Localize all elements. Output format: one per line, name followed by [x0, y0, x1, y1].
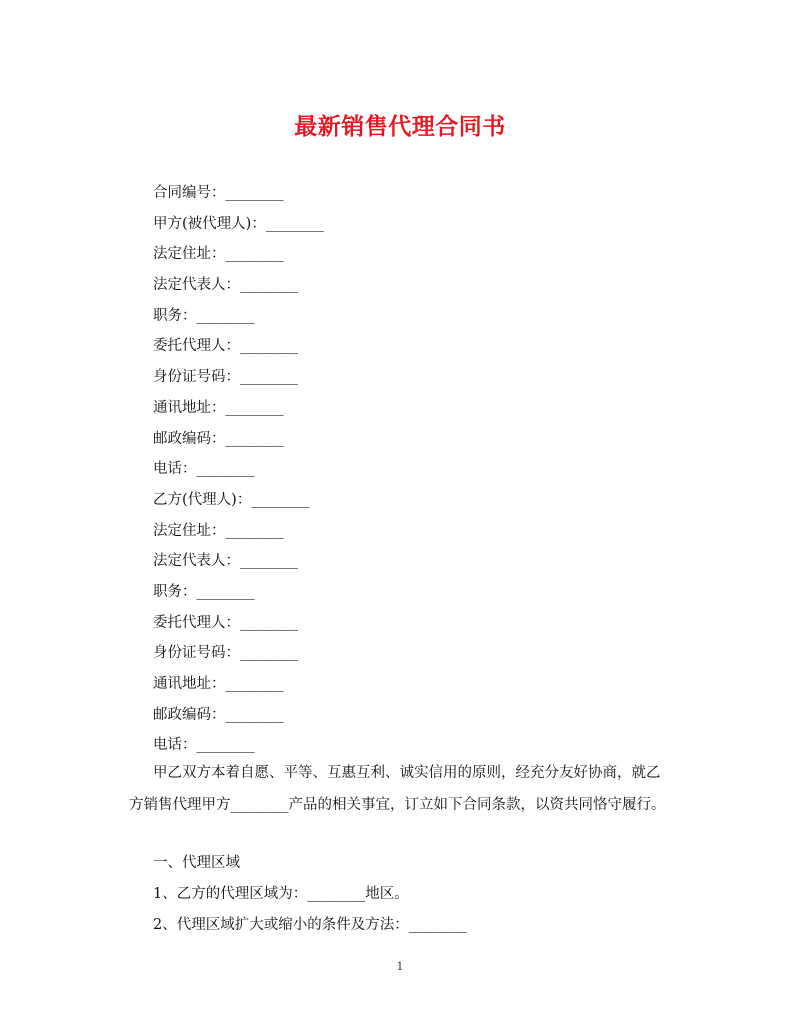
field-party-b-phone: 电话：________: [153, 737, 255, 754]
field-party-a-phone: 电话：________: [153, 461, 255, 478]
field-party-a-position: 职务：________: [153, 307, 255, 324]
field-party-a-postal-code: 邮政编码：________: [153, 430, 284, 447]
field-contract-number: 合同编号：________: [153, 185, 284, 201]
field-party-a-legal-rep: 法定代表人：________: [153, 277, 298, 294]
field-party-b: 乙方(代理人)：________: [153, 491, 310, 508]
field-party-b-mailing-address: 通讯地址：________: [153, 676, 284, 692]
field-party-b-legal-rep: 法定代表人：________: [153, 553, 298, 570]
field-party-a-agent: 委托代理人：________: [153, 338, 298, 355]
section-heading-agency-area: 一、代理区域: [153, 855, 240, 871]
clause-1-1: 1、乙方的代理区域为：________地区。: [153, 886, 409, 902]
field-party-a-id-number: 身份证号码：________: [153, 369, 298, 386]
document-title: 最新销售代理合同书: [294, 113, 506, 140]
intro-paragraph: 甲乙双方本着自愿、平等、互惠互利、诚实信用的原则，经充分友好协商，就乙方销售代理甲方________产品的相关事宜，订立如下合同条款，以资共同恪守履行。: [129, 765, 666, 813]
field-party-b-agent: 委托代理人：________: [153, 614, 298, 631]
field-party-b-address: 法定住址：________: [153, 522, 284, 539]
page-number: 1: [396, 960, 404, 973]
field-party-b-id-number: 身份证号码：________: [153, 645, 298, 662]
clause-1-2: 2、代理区域扩大或缩小的条件及方法：________: [153, 917, 467, 933]
field-party-a-mailing-address: 通讯地址：________: [153, 399, 284, 416]
field-party-b-position: 职务：________: [153, 583, 255, 600]
party-fields: [153, 178, 673, 761]
field-party-b-postal-code: 邮政编码：________: [153, 706, 284, 723]
field-party-a-address: 法定住址：________: [153, 246, 284, 263]
field-party-a: 甲方(被代理人)：________: [153, 215, 324, 232]
